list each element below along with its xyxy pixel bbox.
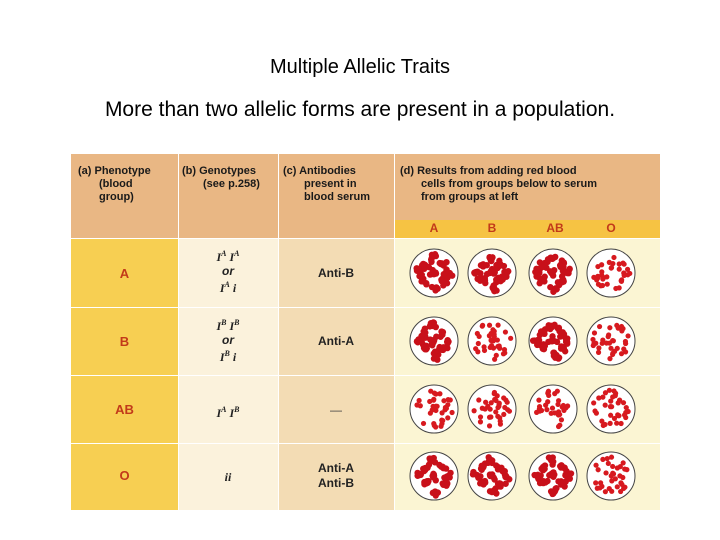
result-circle-clumped	[466, 450, 518, 502]
antibody-text: Anti-B	[318, 476, 354, 490]
allele: I	[229, 406, 235, 420]
test-column-label-o: O	[606, 221, 616, 235]
result-circle-dispersed	[527, 383, 579, 435]
genotype-line	[178, 247, 278, 264]
header-results-line: cells from groups below to serum	[421, 178, 598, 190]
genotype-or: or	[222, 264, 234, 278]
test-column-label-ab: AB	[546, 221, 564, 235]
header-results-line: from groups at left	[421, 191, 519, 203]
result-circle-clumped	[527, 247, 579, 299]
result-circle-dispersed	[585, 450, 637, 502]
antibody-text: Anti-B	[318, 266, 354, 280]
allele-superscript: B	[224, 349, 230, 358]
antibody-cell	[278, 334, 394, 349]
header-phenotype	[78, 165, 178, 204]
header-antibodies	[283, 165, 395, 204]
result-circle-dispersed	[585, 247, 637, 299]
allele: I	[229, 319, 235, 333]
header-genotypes-line: (see p.258)	[203, 178, 260, 190]
allele: I	[219, 350, 225, 364]
genotype-cell	[178, 247, 278, 295]
allele: i	[232, 350, 237, 364]
result-circle-clumped	[527, 315, 579, 367]
genotype-or: or	[222, 333, 234, 347]
blood-group-figure	[71, 154, 660, 510]
header-genotypes	[182, 165, 282, 191]
result-circle-clumped	[408, 247, 460, 299]
result-circle-clumped	[466, 247, 518, 299]
header-phenotype-line: (blood	[99, 178, 133, 190]
header-phenotype-line: (a) Phenotype	[78, 165, 151, 177]
genotype-line: ii	[224, 470, 232, 484]
blood-group-label: B	[119, 334, 130, 349]
genotype-cell	[178, 316, 278, 364]
genotype-line	[178, 347, 278, 364]
genotype-line	[178, 278, 278, 295]
header-antibodies-line: (c) Antibodies	[283, 165, 356, 177]
allele-superscript: B	[221, 318, 227, 327]
allele-superscript: A	[224, 280, 230, 289]
result-circle-dispersed	[408, 383, 460, 435]
antibody-text: Anti-A	[318, 461, 354, 475]
divider	[71, 375, 660, 376]
antibody-cell	[278, 461, 394, 491]
genotype-line	[178, 316, 278, 333]
allele: I	[219, 281, 225, 295]
divider	[71, 443, 660, 444]
divider	[71, 307, 660, 308]
test-column-label-b: B	[487, 221, 497, 235]
allele: I	[229, 250, 235, 264]
result-circle-dispersed	[585, 315, 637, 367]
allele-superscript: B	[234, 405, 240, 414]
genotype-cell	[178, 403, 278, 420]
allele-superscript: A	[234, 249, 240, 258]
header-results	[400, 165, 658, 204]
genotype-line	[178, 403, 278, 420]
divider	[394, 154, 395, 510]
header-phenotype-line: group)	[99, 191, 134, 203]
slide-subtitle: More than two allelic forms are present in a population.	[104, 98, 616, 121]
result-circle-clumped	[408, 315, 460, 367]
allele: i	[232, 281, 237, 295]
result-circle-dispersed	[466, 383, 518, 435]
genotype-cell	[178, 470, 278, 484]
result-circle-dispersed	[585, 383, 637, 435]
allele-superscript: A	[221, 405, 227, 414]
divider	[278, 154, 279, 510]
antibody-cell	[278, 403, 394, 418]
blood-group-label: O	[119, 468, 130, 483]
result-circle-clumped	[527, 450, 579, 502]
antibody-cell	[278, 266, 394, 281]
slide-title: Multiple Allelic Traits	[269, 56, 451, 78]
allele: I	[216, 406, 222, 420]
antibody-text: Anti-A	[318, 334, 354, 348]
antibody-none: —	[330, 403, 342, 417]
allele: I	[216, 319, 222, 333]
test-column-label-a: A	[429, 221, 439, 235]
divider	[71, 238, 660, 239]
allele-superscript: B	[234, 318, 240, 327]
header-antibodies-line: blood serum	[304, 191, 371, 203]
allele: I	[216, 250, 222, 264]
header-genotypes-line: (b) Genotypes	[182, 165, 256, 177]
blood-group-label: A	[119, 266, 130, 281]
allele-superscript: A	[221, 249, 227, 258]
blood-group-label: AB	[115, 402, 134, 417]
header-results-line: (d) Results from adding red blood	[400, 165, 577, 177]
result-circle-dispersed	[466, 315, 518, 367]
result-circle-clumped	[408, 450, 460, 502]
header-antibodies-line: present in	[304, 178, 357, 190]
